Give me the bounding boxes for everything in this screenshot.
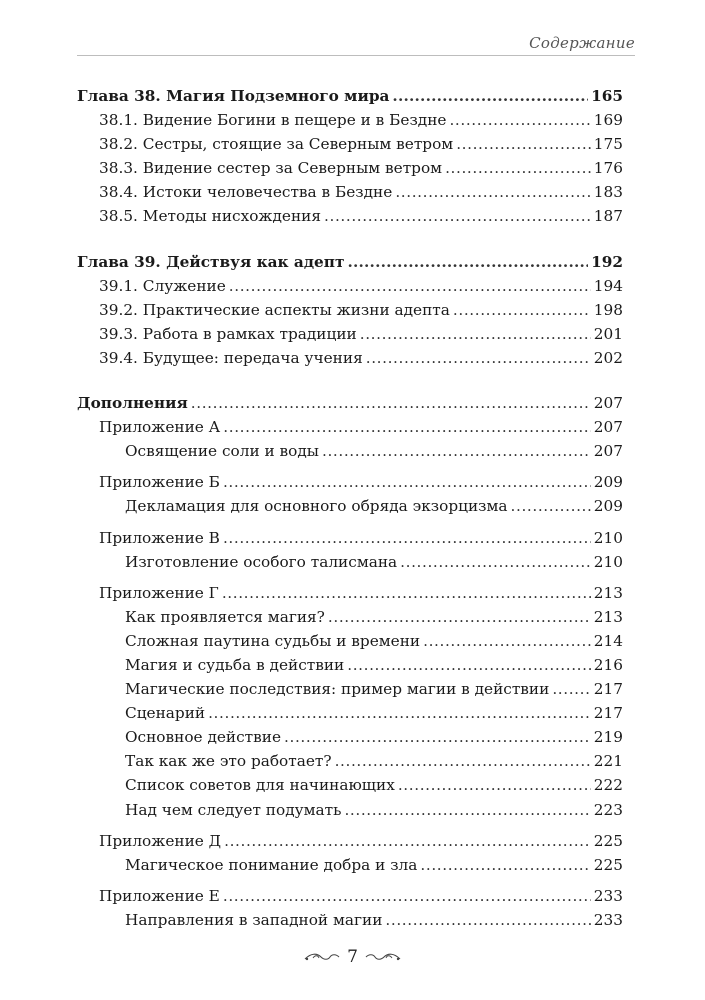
- entry-page-number: 210: [593, 528, 623, 547]
- entry-title: 38.3. Видение сестер за Северным ветром: [99, 159, 443, 178]
- entry-page-number: 187: [593, 207, 623, 226]
- entry-page-number: 202: [593, 348, 623, 367]
- entry-title: Основное действие: [125, 728, 282, 747]
- toc-entry[interactable]: [77, 581, 623, 605]
- dot-leader: [400, 550, 591, 574]
- toc-entry[interactable]: [77, 884, 623, 908]
- entry-spacer: [77, 574, 623, 581]
- entry-title: Так как же это работает?: [125, 752, 332, 771]
- entry-title: Направления в западной магии: [125, 910, 383, 929]
- dot-leader: [366, 346, 591, 370]
- dot-leader: [423, 629, 591, 653]
- entry-page-number: 198: [593, 300, 623, 319]
- dot-leader: [552, 677, 590, 701]
- toc-entry[interactable]: [77, 346, 623, 370]
- page-footer: [0, 942, 705, 972]
- toc-entry[interactable]: [77, 132, 623, 156]
- toc-entry[interactable]: [77, 653, 623, 677]
- dot-leader: [324, 204, 591, 228]
- entry-title: 38.2. Сестры, стоящие за Северным ветром: [99, 135, 454, 154]
- toc-entry[interactable]: [77, 180, 623, 204]
- dot-leader: [229, 274, 591, 298]
- entry-page-number: 207: [593, 418, 623, 437]
- toc-entry[interactable]: [77, 605, 623, 629]
- entry-spacer: [77, 822, 623, 829]
- entry-page-number: 219: [593, 728, 623, 747]
- toc-section: [77, 250, 623, 370]
- entry-title: Приложение А: [99, 418, 221, 437]
- toc-entry[interactable]: [77, 677, 623, 701]
- entry-title: Список советов для начинающих: [125, 776, 395, 795]
- toc-entry[interactable]: [77, 773, 623, 797]
- entry-page-number: 169: [593, 111, 623, 130]
- entry-page-number: 225: [593, 831, 623, 850]
- dot-leader: [445, 156, 591, 180]
- entry-page-number: 233: [593, 886, 623, 905]
- toc-entry[interactable]: [77, 701, 623, 725]
- toc-entry[interactable]: [77, 494, 623, 518]
- dot-leader: [347, 250, 588, 274]
- entry-page-number: 209: [593, 473, 623, 492]
- dot-leader: [347, 653, 591, 677]
- entry-title: Магические последствия: пример магии в действии: [125, 680, 550, 699]
- entry-page-number: 221: [593, 752, 623, 771]
- entry-spacer: [77, 519, 623, 526]
- dot-leader: [420, 853, 590, 877]
- entry-page-number: 214: [593, 631, 623, 650]
- entry-page-number: 192: [591, 252, 623, 271]
- dot-leader: [284, 725, 591, 749]
- dot-leader: [223, 884, 591, 908]
- entry-title: Как проявляется магия?: [125, 607, 325, 626]
- entry-title: Приложение Д: [99, 831, 222, 850]
- running-header: [77, 34, 635, 56]
- entry-page-number: 217: [593, 680, 623, 699]
- entry-page-number: 222: [593, 776, 623, 795]
- dot-leader: [398, 773, 591, 797]
- dot-leader: [191, 391, 591, 415]
- dot-leader: [223, 415, 591, 439]
- toc-entry[interactable]: [77, 908, 623, 932]
- entry-page-number: 225: [593, 855, 623, 874]
- entry-title: Приложение Б: [99, 473, 220, 492]
- entry-title: 39.2. Практические аспекты жизни адепта: [99, 300, 450, 319]
- toc-section: [77, 84, 623, 229]
- entry-page-number: 207: [593, 442, 623, 461]
- entry-title: Декламация для основного обряда экзорцизма: [125, 497, 508, 516]
- toc-entry[interactable]: [77, 108, 623, 132]
- entry-page-number: 233: [593, 910, 623, 929]
- dot-leader: [449, 108, 590, 132]
- entry-page-number: 210: [593, 552, 623, 571]
- toc-entry[interactable]: [77, 156, 623, 180]
- toc-entry[interactable]: [77, 550, 623, 574]
- toc-entry[interactable]: [77, 526, 623, 550]
- dot-leader: [344, 798, 590, 822]
- dot-leader: [392, 84, 588, 108]
- entry-page-number: 213: [593, 583, 623, 602]
- entry-title: Магическое понимание добра и зла: [125, 855, 418, 874]
- entry-title: Дополнения: [77, 394, 188, 413]
- left-ornament-icon: [303, 950, 341, 964]
- toc-chapter-entry[interactable]: [77, 250, 623, 274]
- dot-leader: [511, 494, 591, 518]
- toc-entry[interactable]: [77, 470, 623, 494]
- dot-leader: [360, 322, 591, 346]
- entry-title: Магия и судьба в действии: [125, 655, 345, 674]
- entry-page-number: 223: [593, 800, 623, 819]
- entry-title: Над чем следует подумать: [125, 800, 342, 819]
- entry-title: Глава 38. Магия Подземного мира: [77, 87, 390, 105]
- table-of-contents: [77, 84, 623, 953]
- toc-entry[interactable]: [77, 415, 623, 439]
- entry-spacer: [77, 877, 623, 884]
- right-ornament-icon: [364, 950, 402, 964]
- toc-entry[interactable]: [77, 274, 623, 298]
- toc-entry[interactable]: [77, 298, 623, 322]
- toc-section: [77, 391, 623, 932]
- dot-leader: [328, 605, 591, 629]
- entry-title: Приложение Г: [99, 583, 219, 602]
- toc-entry[interactable]: [77, 749, 623, 773]
- toc-entry[interactable]: [77, 829, 623, 853]
- entry-page-number: 217: [593, 704, 623, 723]
- entry-page-number: 216: [593, 655, 623, 674]
- toc-entry[interactable]: [77, 798, 623, 822]
- toc-entry[interactable]: [77, 322, 623, 346]
- dot-leader: [385, 908, 590, 932]
- entry-title: 39.3. Работа в рамках традиции: [99, 324, 357, 343]
- toc-chapter-entry[interactable]: [77, 391, 623, 415]
- dot-leader: [224, 829, 591, 853]
- entry-title: Приложение В: [99, 528, 220, 547]
- dot-leader: [456, 132, 591, 156]
- entry-title: 39.4. Будущее: передача учения: [99, 348, 363, 367]
- toc-chapter-entry[interactable]: [77, 84, 623, 108]
- toc-entry[interactable]: [77, 853, 623, 877]
- toc-entry[interactable]: [77, 629, 623, 653]
- dot-leader: [223, 526, 591, 550]
- dot-leader: [395, 180, 590, 204]
- page-number: 7: [347, 947, 358, 967]
- dot-leader: [322, 439, 591, 463]
- entry-page-number: 194: [593, 276, 623, 295]
- entry-page-number: 213: [593, 607, 623, 626]
- toc-entry[interactable]: [77, 439, 623, 463]
- toc-entry[interactable]: [77, 204, 623, 228]
- header-title: Содержание: [529, 34, 635, 52]
- entry-page-number: 176: [593, 159, 623, 178]
- dot-leader: [335, 749, 591, 773]
- toc-entry[interactable]: [77, 725, 623, 749]
- entry-page-number: 175: [593, 135, 623, 154]
- entry-title: Изготовление особого талисмана: [125, 552, 398, 571]
- entry-title: 39.1. Служение: [99, 276, 226, 295]
- entry-title: Глава 39. Действуя как адепт: [77, 252, 345, 271]
- dot-leader: [453, 298, 591, 322]
- entry-spacer: [77, 463, 623, 470]
- header-rule: [77, 55, 635, 56]
- entry-page-number: 183: [593, 183, 623, 202]
- entry-title: 38.1. Видение Богини в пещере и в Бездне: [99, 111, 447, 130]
- entry-title: 38.5. Методы нисхождения: [99, 207, 322, 226]
- dot-leader: [222, 581, 591, 605]
- entry-title: Освящение соли и воды: [125, 442, 319, 461]
- entry-title: Сценарий: [125, 704, 206, 723]
- entry-page-number: 201: [593, 324, 623, 343]
- entry-title: Приложение Е: [99, 886, 220, 905]
- dot-leader: [208, 701, 591, 725]
- entry-page-number: 165: [591, 87, 623, 105]
- entry-page-number: 207: [593, 394, 623, 413]
- dot-leader: [223, 470, 591, 494]
- entry-title: 38.4. Истоки человечества в Бездне: [99, 183, 393, 202]
- entry-page-number: 209: [593, 497, 623, 516]
- entry-title: Сложная паутина судьбы и времени: [125, 631, 421, 650]
